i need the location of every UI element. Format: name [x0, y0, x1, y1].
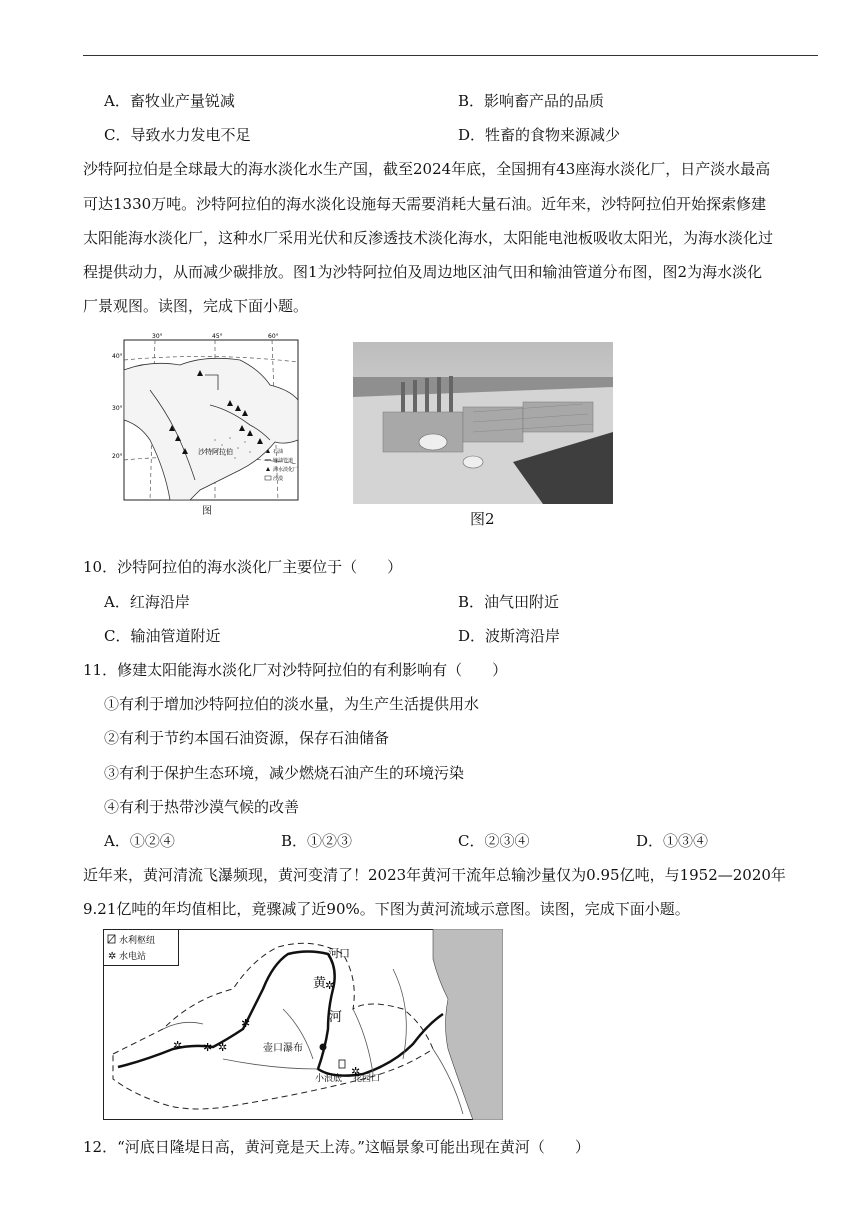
country-label: 沙特阿拉伯	[198, 448, 233, 456]
passage1-line-1: 沙特阿拉伯是全球最大的海水淡化水生产国，截至2024年底，全国拥有43座海水淡化厂，日产淡水最高	[83, 160, 771, 178]
figure3-yellow-river-map	[103, 929, 503, 1120]
label-huang: 黄	[313, 976, 327, 991]
legend-desalination: 海水淡化厂	[273, 467, 299, 473]
q9-option-b[interactable]: B．影响畜产品的品质	[458, 92, 605, 110]
q11-stem: 11．修建太阳能海水淡化厂对沙特阿拉伯的有利影响有（ ）	[83, 661, 508, 679]
figure1-map	[110, 330, 310, 515]
q10-option-b[interactable]: B．油气田附近	[458, 593, 560, 611]
legend-hydropower: 水电站	[119, 952, 147, 962]
q9-option-a[interactable]: A．畜牧业产量锐减	[104, 92, 235, 110]
label-he: 河	[329, 1010, 343, 1025]
passage1-line-5: 厂景观图。读图，完成下面小题。	[83, 297, 309, 315]
figure2-caption: 图2	[470, 510, 495, 528]
figure2-photo	[353, 342, 613, 504]
lat-label-20: 20°	[112, 453, 123, 460]
lon-label-60: 60°	[268, 333, 279, 340]
header-rule	[83, 55, 818, 56]
passage1-line-3: 太阳能海水淡化厂，这种水厂采用光伏和反渗透技术淡化海水，太阳能电池板吸收太阳光，为海水淡化过	[83, 229, 774, 247]
q9-option-d[interactable]: D．牲畜的食物来源减少	[458, 126, 621, 144]
hydropower-station-icon: ✲	[351, 1065, 361, 1078]
lon-label-45: 45°	[212, 333, 223, 340]
hydropower-station-icon: ✲	[325, 979, 335, 992]
legend-hub: 水利枢纽	[119, 936, 156, 946]
passage1-line-4: 程提供动力，从而减少碳排放。图1为沙特阿拉伯及周边地区油气田和输油管道分布图，图2为海水淡化	[83, 263, 763, 281]
q11-item-2: ②有利于节约本国石油资源，保存石油储备	[104, 729, 390, 747]
q11-item-1: ①有利于增加沙特阿拉伯的淡水量，为生产生活提供用水	[104, 695, 480, 713]
q10-option-c[interactable]: C．输油管道附近	[104, 627, 221, 645]
label-xiaolangdi: 小浪底	[315, 1074, 343, 1084]
hydropower-station-icon: ✲	[173, 1039, 183, 1052]
q11-option-d[interactable]: D．①③④	[636, 832, 709, 850]
lon-label-30: 30°	[152, 333, 163, 340]
passage2-line-2: 9.21亿吨的年均值相比，竟骤减了近90%。下图为黄河流域示意图。读图，完成下面小题。	[83, 900, 690, 918]
legend-desert: 沙漠	[273, 476, 284, 482]
hydropower-icon: ✲	[108, 951, 117, 962]
q12-stem: 12．“河底日隆堤日高，黄河竟是天上涛。”这幅景象可能出现在黄河（ ）	[83, 1138, 590, 1156]
passage2-line-1: 近年来，黄河清流飞瀑频现，黄河变清了！2023年黄河干流年总输沙量仅为0.95亿吨，与1952—2020年	[83, 866, 786, 884]
q11-item-4: ④有利于热带沙漠气候的改善	[104, 798, 300, 816]
label-hukou: 壶口瀑布	[263, 1043, 303, 1054]
hydropower-station-icon: ✲	[218, 1041, 228, 1054]
q11-option-a[interactable]: A．①②④	[104, 832, 175, 850]
q10-stem: 10．沙特阿拉伯的海水淡化厂主要位于（ ）	[83, 558, 403, 576]
passage1-line-2: 可达1330万吨。沙特阿拉伯的海水淡化设施每天需要消耗大量石油。近年来，沙特阿拉伯开始探索修建	[83, 195, 767, 213]
q10-option-d[interactable]: D．波斯湾沿岸	[458, 627, 561, 645]
q11-item-3: ③有利于保护生态环境，减少燃烧石油产生的环境污染	[104, 764, 465, 782]
q9-option-c[interactable]: C．导致水力发电不足	[104, 126, 251, 144]
hydropower-station-icon: ✲	[241, 1017, 251, 1030]
q11-option-b[interactable]: B．①②③	[281, 832, 353, 850]
legend-pipeline: 输油管道	[273, 458, 294, 464]
lat-label-30: 30°	[112, 405, 123, 412]
hydropower-station-icon: ✲	[203, 1041, 213, 1054]
q10-option-a[interactable]: A．红海沿岸	[104, 593, 190, 611]
label-hekou: 河口	[328, 947, 350, 960]
figure1-caption: 图	[202, 506, 212, 517]
label-huayuankou: 花园口	[353, 1074, 381, 1084]
q11-option-c[interactable]: C．②③④	[458, 832, 530, 850]
lat-label-40: 40°	[112, 353, 123, 360]
legend-oil: 石油	[273, 449, 284, 455]
